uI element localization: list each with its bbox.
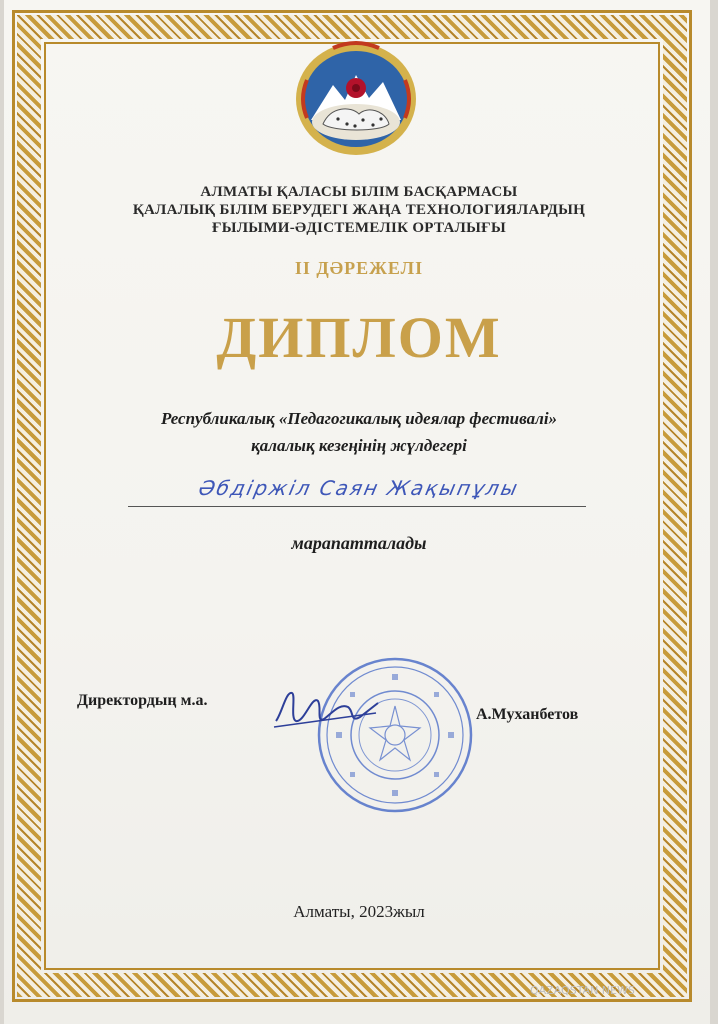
- name-underline: [128, 506, 586, 507]
- watermark: QAZAQSTAN NEWS: [530, 984, 635, 997]
- diploma-title: ДИПЛОМ: [216, 305, 502, 370]
- degree-label: II ДӘРЕЖЕЛІ: [294, 258, 424, 278]
- awarded-text: марапатталады: [291, 533, 427, 553]
- recipient-name-wrap: [0, 476, 718, 500]
- subtitle-line-2: қалалық кезеңінің жүлдегері: [251, 436, 467, 455]
- org-line-2: ҚАЛАЛЫҚ БІЛІМ БЕРУДЕГІ ЖАҢА ТЕХНОЛОГИЯЛАРДЫҢ: [132, 202, 586, 218]
- org-line-3: ҒЫЛЫМИ-ӘДІСТЕМЕЛІК ОРТАЛЫҒЫ: [211, 220, 507, 236]
- almaty-emblem-icon: [293, 40, 419, 158]
- official-stamp-icon: [316, 656, 474, 814]
- city-year: Алматы, 2023жыл: [293, 902, 425, 921]
- signature-icon: [272, 683, 382, 733]
- signatory-name: А.Муханбетов: [476, 706, 579, 723]
- recipient-name: Әбдіржіл Саян Жақыпұлы: [196, 476, 522, 500]
- subtitle-line-1: Республикалық «Педагогикалық идеялар фестивалі»: [160, 409, 558, 428]
- signatory-label: Директордың м.а.: [77, 692, 208, 709]
- org-line-1: АЛМАТЫ ҚАЛАСЫ БІЛІМ БАСҚАРМАСЫ: [200, 184, 518, 200]
